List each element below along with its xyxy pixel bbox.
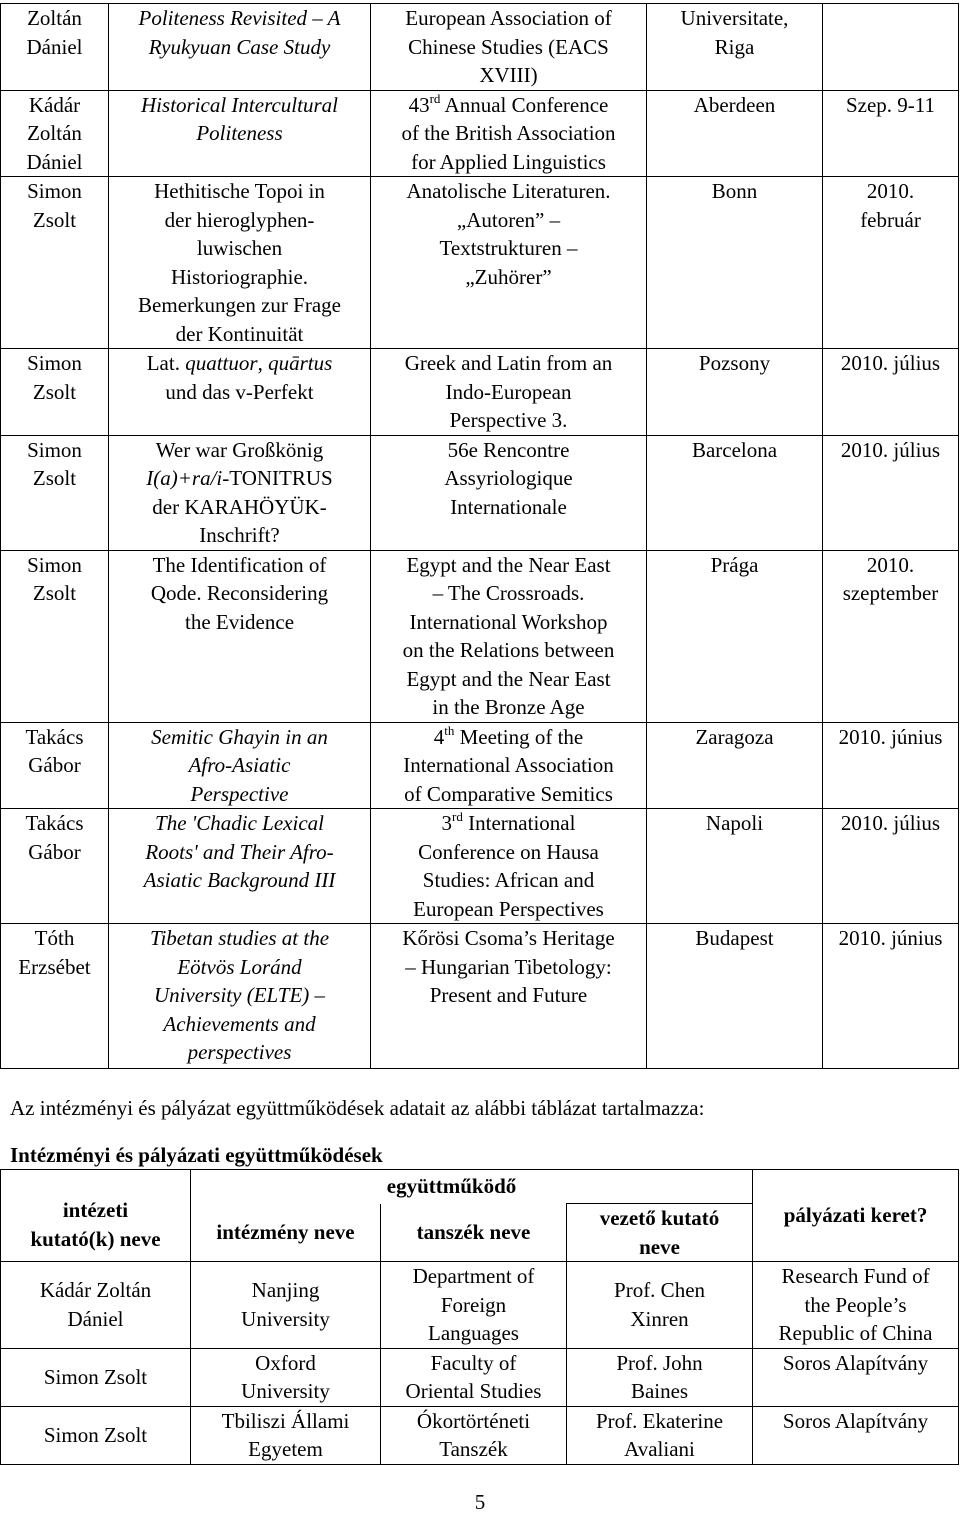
presentation-title: Roots' and Their Afro- [145,839,334,864]
conference-name: – Hungarian Tibetology: [405,954,612,979]
institution: University [241,1306,330,1331]
conference-text: International [462,811,576,835]
conference-name [371,809,646,838]
presentation-title-cell [109,177,371,349]
conference-name: of Comparative Semitics [404,781,613,806]
date-cell [823,809,959,924]
department: Faculty of [430,1350,517,1375]
researcher-name: Zsolt [32,379,77,404]
place-cell [647,550,823,722]
header-group [191,1170,753,1204]
department: Ókortörténeti [416,1408,531,1433]
presentation-title [109,349,370,378]
header-researcher [1,1170,191,1262]
institution: Egyetem [248,1437,323,1461]
conference-name: Assyriologique [444,466,573,490]
date-cell [823,177,959,349]
presentation-title: Eötvös Loránd [177,954,302,979]
place: Napoli [705,811,764,835]
date: 2010. [866,552,915,577]
researcher-name: Dániel [26,34,83,59]
department: Foreign [440,1292,507,1317]
department-cell [381,1348,567,1406]
presentation-title: der Kontinuität [175,321,304,346]
presentation-title: Historiographie. [170,264,309,289]
place-cell [647,349,823,436]
researcher-name: Zoltán [27,121,82,145]
lead: Xinren [630,1306,689,1331]
conference-table [0,3,959,1069]
funding-cell [753,1262,959,1349]
conference-cell [371,809,647,924]
date: 2010. július [840,811,941,835]
conference-name: Egypt and the Near East [406,552,611,577]
conference-cell [371,435,647,550]
researcher-name-cell [1,90,109,177]
presentation-title: Perspective [190,781,289,806]
title-text: Lat. [146,351,186,375]
conference-name: Studies: African and [422,868,595,892]
date: február [860,207,921,232]
researcher-cell [1,1348,191,1406]
date: 2010. [866,179,915,203]
ordinal-suffix: rd [452,809,463,824]
place-cell [647,809,823,924]
institution-cell [191,1406,381,1464]
date: 2010. július [840,351,941,375]
conference-name: International Workshop [409,609,608,634]
presentation-title-cell [109,722,371,809]
conference-name: Internationale [450,494,567,519]
title-text: quārtus [268,351,333,375]
table-caption: Intézményi és pályázati együttműködések [10,1143,383,1167]
institution-cell [191,1348,381,1406]
date-cell [823,550,959,722]
researcher-name: Zsolt [32,581,77,605]
conference-name: Kőrösi Csoma’s Heritage [402,926,615,950]
conference-name: Greek and Latin from an [404,351,613,375]
researcher-name-cell [1,722,109,809]
conference-cell [371,349,647,436]
funding: the People’s [804,1292,907,1317]
presentation-title: The 'Chadic Lexical [155,811,324,835]
conference-name: for Applied Linguistics [411,149,606,174]
table-row [1,349,959,436]
presentation-title: Ryukyuan Case Study [148,34,331,59]
conference-text: 3 [441,811,453,835]
ordinal-suffix: rd [429,90,441,106]
presentation-title: Qode. Reconsidering [150,581,329,605]
researcher-name: Simon [27,552,82,577]
conference-text: 4 [433,724,445,749]
researcher-name: Simon [27,351,82,375]
place-cell [647,722,823,809]
conference-name [371,91,646,120]
presentation-title: Politeness Revisited – A [138,6,341,30]
date-cell [823,349,959,436]
lead-cell [567,1406,753,1464]
presentation-title: Semitic Ghayin in an [151,724,328,749]
department-cell [381,1262,567,1349]
institution: University [241,1379,330,1403]
table-row [1,177,959,349]
date-cell [823,435,959,550]
title-text: , [257,351,269,375]
presentation-title: Tibetan studies at the [149,926,330,950]
title-text: -TONITRUS [222,466,333,490]
conference-cell [371,4,647,91]
conference-cell [371,924,647,1069]
presentation-title-cell [109,550,371,722]
conference-text: 43 [408,92,430,117]
table-row [1,1262,959,1349]
place-cell [647,924,823,1069]
department: Oriental Studies [405,1379,542,1403]
conference-name: European Perspectives [413,896,604,921]
lead: Prof. Ekaterine [595,1408,724,1433]
header-lead-line: vezető kutató [599,1206,720,1230]
place: Riga [714,34,755,59]
header-department: tanszék neve [381,1204,567,1262]
conference-name: of the British Association [401,121,616,145]
place-cell [647,4,823,91]
date-cell [823,722,959,809]
researcher-name-cell [1,177,109,349]
header-group-label: együttműködő [386,1174,517,1199]
place-cell [647,435,823,550]
researcher-name: Tóth [34,926,75,950]
title-text: I(a)+ra/i [146,466,223,490]
table-row [1,924,959,1069]
department: Tanszék [439,1437,508,1461]
presentation-title: perspectives [187,1040,292,1064]
presentation-title: Inschrift? [199,523,280,547]
funding: Soros Alapítvány [782,1350,929,1375]
header-lead [567,1204,753,1262]
page-number: 5 [474,1490,486,1514]
table-row [1,1348,959,1406]
header-lead-line: neve [639,1234,680,1259]
researcher-name-cell [1,550,109,722]
conference-name: – The Crossroads. [432,581,585,605]
institution: Tbiliszi Állami [221,1408,350,1433]
date: Szep. 9-11 [845,92,936,117]
date-cell [823,90,959,177]
date: 2010. június [838,724,943,749]
presentation-title: Achievements and [163,1011,316,1036]
presentation-title: The Identification of [152,552,327,577]
researcher-cell [1,1406,191,1464]
date: 2010. július [840,437,941,462]
researcher-name: Kádár [28,92,81,117]
header-funding-label: pályázati keret? [783,1203,928,1228]
presentation-title [109,464,370,493]
researcher-name-cell [1,4,109,91]
header-researcher-line: intézeti [62,1198,129,1222]
lead: Prof. John [616,1350,703,1375]
conference-name: Egypt and the Near East [406,666,611,691]
department-cell [381,1406,567,1464]
researcher-name: Simon [27,437,82,462]
researcher: Simon Zsolt [43,1422,148,1447]
presentation-title: Historical Intercultural [141,92,338,117]
lead: Baines [630,1379,689,1403]
lead-cell [567,1348,753,1406]
conference-cell [371,177,647,349]
place-cell [647,90,823,177]
conference-name: Anatolische Literaturen. [406,179,611,203]
presentation-title: the Evidence [184,609,295,634]
date-cell [823,4,959,91]
researcher: Simon Zsolt [43,1364,148,1389]
researcher-name: Zsolt [32,466,77,490]
presentation-title-cell [109,4,371,91]
funding-cell [753,1348,959,1406]
table-row [1,550,959,722]
researcher-name: Simon [27,179,82,203]
presentation-title: luwischen [196,236,283,260]
table-row [1,722,959,809]
presentation-title: und das v-Perfekt [165,379,314,404]
place-cell [647,177,823,349]
researcher-cell [1,1262,191,1349]
lead: Avaliani [624,1437,695,1461]
conference-name: „Autoren” – [456,207,561,232]
researcher-name: Gábor [28,753,81,777]
institution: Nanjing [251,1278,320,1303]
conference-text: Annual Conference [440,92,609,117]
conference-cell [371,550,647,722]
place: Aberdeen [693,92,776,117]
conference-name [371,723,646,752]
presentation-title: Politeness [196,121,283,145]
conference-name: Chinese Studies (EACS [408,34,609,59]
presentation-title-cell [109,435,371,550]
researcher-name: Takács [25,811,84,835]
funding: Soros Alapítvány [782,1408,929,1433]
funding-cell [753,1406,959,1464]
header-funding [753,1170,959,1262]
date: 2010. június [838,926,943,950]
place: Bonn [711,179,758,203]
institution: Oxford [255,1350,316,1375]
place: Pozsony [698,351,771,375]
researcher-name-cell [1,349,109,436]
conference-name: Textstrukturen – [439,236,578,260]
header-institution: intézmény neve [191,1204,381,1262]
researcher-name: Zsolt [32,207,77,232]
table-row [1,1406,959,1464]
conference-cell [371,90,647,177]
researcher-name: Erzsébet [18,954,91,979]
researcher-name-cell [1,924,109,1069]
researcher-name: Dániel [26,149,83,174]
ordinal-suffix: th [444,722,455,738]
presentation-title: Afro-Asiatic [188,753,291,777]
conference-name: International Association [403,753,614,777]
researcher-name-cell [1,435,109,550]
date-cell [823,924,959,1069]
presentation-title-cell [109,90,371,177]
researcher-name: Takács [25,724,84,749]
presentation-title: Wer war Großkönig [155,437,324,462]
conference-name: 56e Rencontre [447,437,570,462]
funding: Research Fund of [781,1264,930,1288]
presentation-title: Hethitische Topoi in [154,179,325,203]
presentation-title-cell [109,349,371,436]
intro-text: Az intézményi és pályázat együttműködések adatait az alábbi táblázat tartalmazza: [10,1096,705,1120]
presentation-title-cell [109,924,371,1069]
researcher: Kádár Zoltán [39,1278,152,1303]
department: Department of [412,1264,535,1288]
conference-name: „Zuhörer” [465,264,552,289]
researcher-name-cell [1,809,109,924]
conference-name: Conference on Hausa [418,839,599,864]
conference-name: Indo-European [445,379,572,404]
conference-name: Present and Future [429,983,588,1007]
date: szeptember [842,581,939,605]
lead-cell [567,1262,753,1349]
researcher-name: Zoltán [27,6,82,30]
lead: Prof. Chen [614,1278,706,1303]
place: Zaragoza [695,724,774,749]
cooperation-table [0,1169,959,1465]
presentation-title-cell [109,809,371,924]
conference-cell [371,722,647,809]
table-row [1,90,959,177]
researcher-name: Gábor [28,839,81,864]
presentation-title: University (ELTE) – [153,983,326,1007]
place: Prága [710,552,759,577]
table-row [1,4,959,91]
presentation-title: Asiatic Background III [143,868,336,892]
institution-cell [191,1262,381,1349]
presentation-title: der KARAHÖYÜK- [152,494,327,519]
title-text: quattuor [185,351,258,375]
table-row [1,435,959,550]
place: Budapest [695,926,774,950]
presentation-title: der hieroglyphen- [164,207,315,232]
conference-name: XVIII) [479,63,538,87]
place: Universitate, [680,6,789,30]
conference-name: Perspective 3. [449,408,568,432]
conference-name: in the Bronze Age [432,695,585,719]
table-row [1,809,959,924]
researcher: Dániel [67,1306,124,1331]
header-researcher-line: kutató(k) neve [30,1226,161,1251]
presentation-title: Bemerkungen zur Frage [138,293,341,317]
conference-text: Meeting of the [454,724,584,749]
conference-name: European Association of [405,6,612,30]
conference-name: on the Relations between [402,638,615,662]
place: Barcelona [691,437,778,462]
funding: Republic of China [778,1321,933,1345]
department: Languages [428,1321,519,1345]
